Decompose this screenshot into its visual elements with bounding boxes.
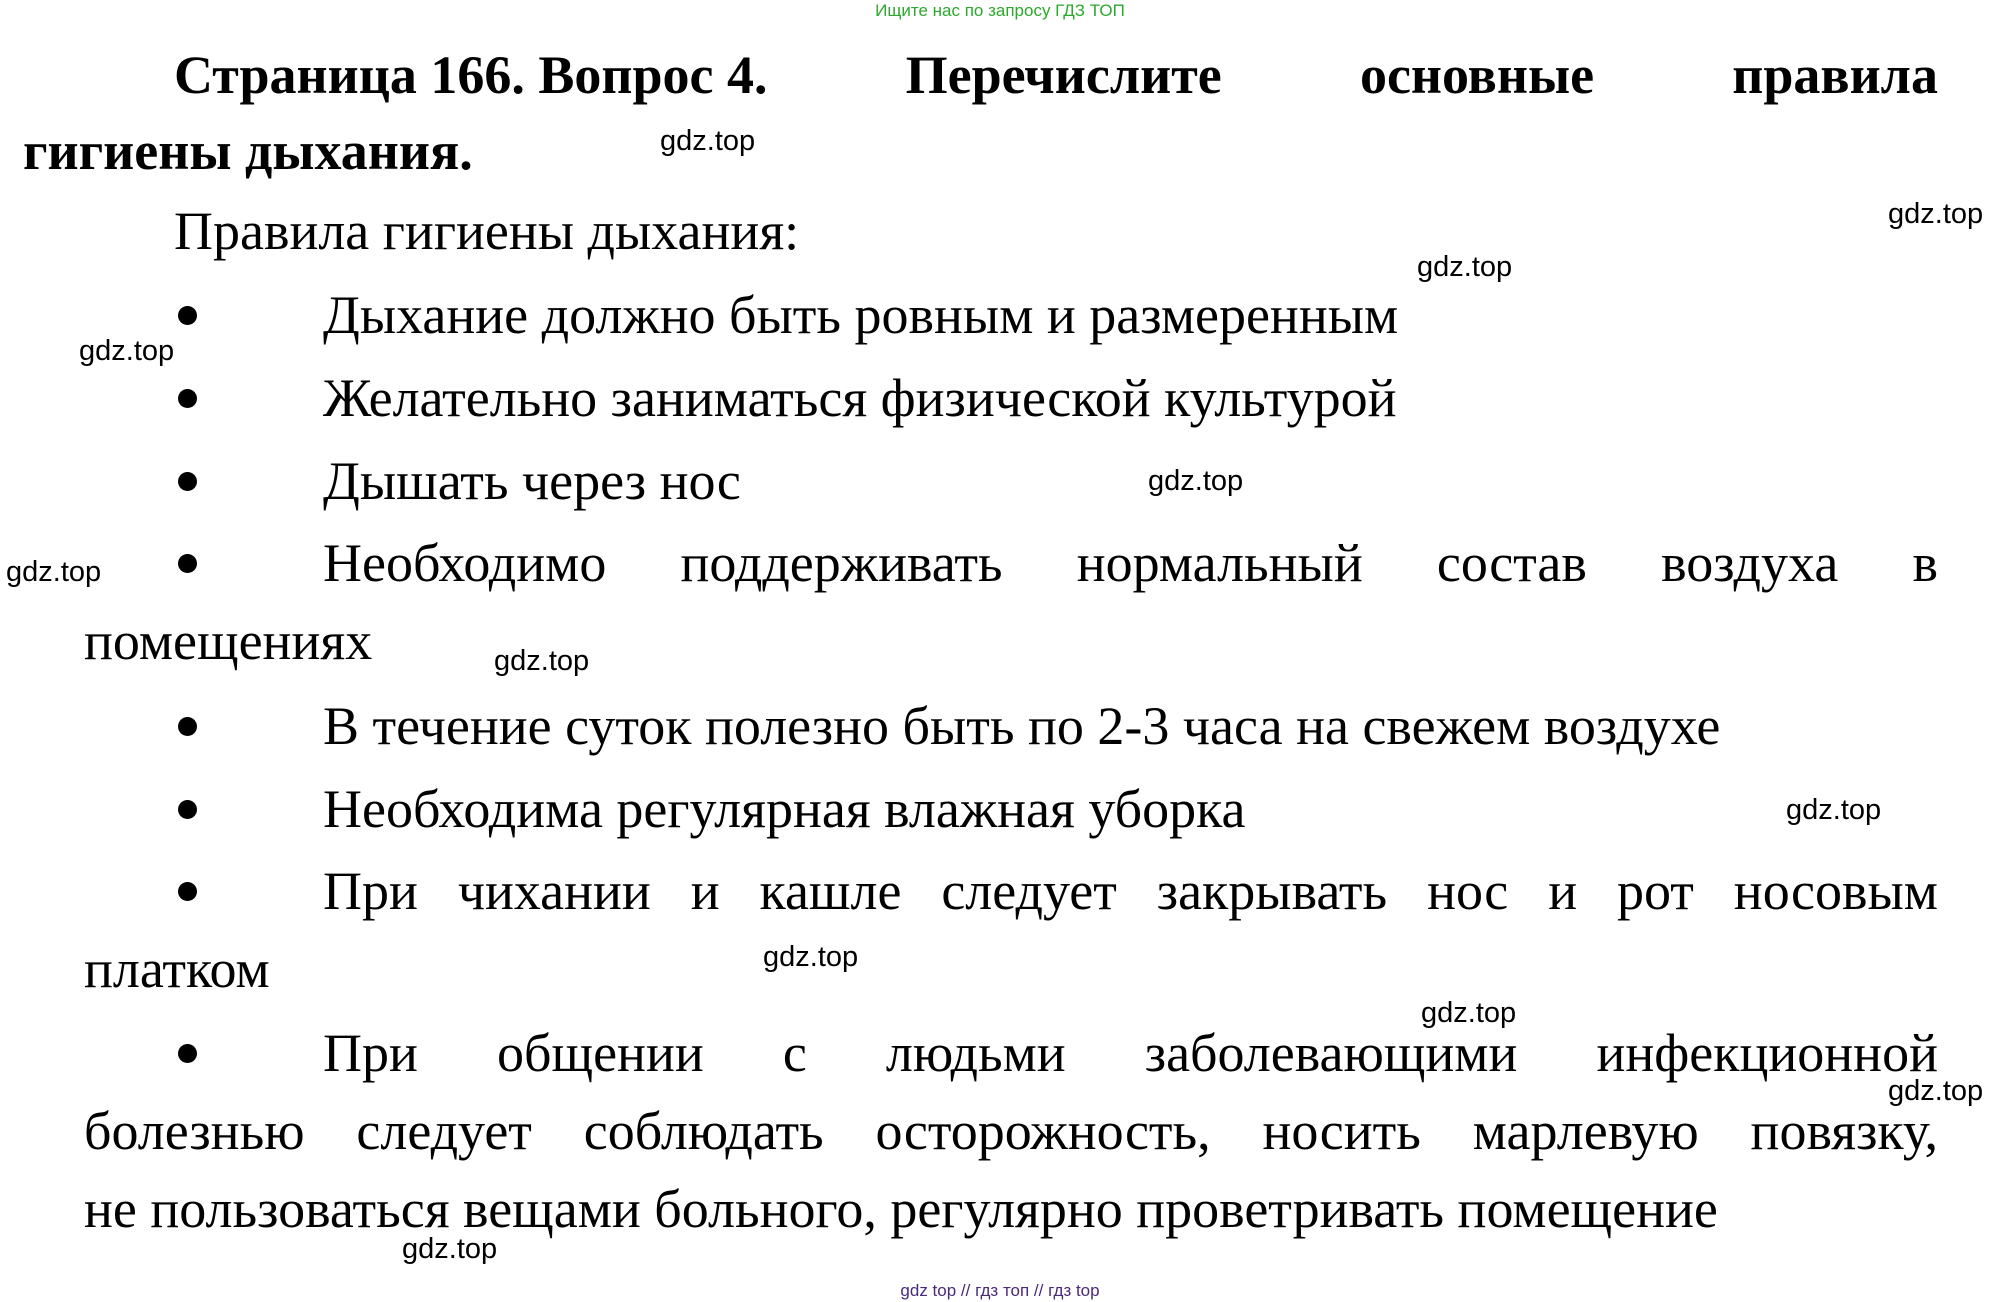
- list-item: Дыхание должно быть ровным и размеренным: [323, 285, 1399, 345]
- word: чихании: [457, 861, 651, 921]
- word: Перечислите: [905, 45, 1222, 105]
- word: носовым: [1733, 861, 1938, 921]
- bullet-marker: [178, 882, 197, 901]
- word: кашле: [759, 861, 902, 921]
- word: основные: [1359, 45, 1595, 105]
- word: состав: [1436, 533, 1587, 593]
- watermark-text: gdz.top: [763, 941, 859, 973]
- watermark-text: gdz.top: [1786, 794, 1882, 826]
- list-item-continuation: [84, 1100, 1938, 1162]
- word: закрывать: [1156, 861, 1388, 921]
- word: Необходимо: [323, 533, 607, 593]
- rules-intro: Правила гигиены дыхания:: [174, 201, 800, 261]
- bullet-marker: [178, 1044, 197, 1063]
- word: заболевающими: [1144, 1023, 1518, 1083]
- watermark-text: gdz.top: [1421, 997, 1517, 1029]
- list-item: [323, 1022, 1938, 1084]
- bullet-marker: [178, 800, 197, 819]
- watermark-text: gdz.top: [494, 645, 590, 677]
- word: и: [690, 861, 720, 921]
- question-heading-line2: гигиены дыхания.: [23, 121, 473, 181]
- word: Страница 166. Вопрос 4.: [174, 45, 768, 105]
- word: с: [782, 1023, 807, 1083]
- word: следует: [356, 1101, 532, 1161]
- word: При: [323, 861, 418, 921]
- bullet-marker: [178, 554, 197, 573]
- list-item-continuation: помещениях: [84, 611, 373, 671]
- watermark-text: gdz.top: [1888, 198, 1984, 230]
- watermark-text: gdz.top: [6, 556, 102, 588]
- word: инфекционной: [1596, 1023, 1938, 1083]
- word: повязку,: [1750, 1101, 1938, 1161]
- word: болезнью: [84, 1101, 305, 1161]
- word: людьми: [885, 1023, 1066, 1083]
- word: в: [1912, 533, 1938, 593]
- list-item-continuation: платком: [84, 939, 270, 999]
- word: нос: [1427, 861, 1509, 921]
- list-item: Дышать через нос: [323, 451, 741, 511]
- bullet-marker: [178, 389, 197, 408]
- watermark-text: gdz.top: [1417, 251, 1513, 283]
- watermark-text: gdz.top: [79, 335, 175, 367]
- word: носить: [1262, 1101, 1421, 1161]
- word: марлевую: [1472, 1101, 1699, 1161]
- list-item: Желательно заниматься физической культурой: [323, 368, 1397, 428]
- list-item-continuation: не пользоваться вещами больного, регулярно проветривать помещение: [84, 1179, 1718, 1239]
- watermark-text: gdz.top: [1148, 465, 1244, 497]
- list-item: Необходима регулярная влажная уборка: [323, 779, 1246, 839]
- bullet-marker: [178, 472, 197, 491]
- word: следует: [941, 861, 1117, 921]
- watermark-text: gdz.top: [660, 125, 756, 157]
- question-heading-line1: [174, 44, 1938, 106]
- list-item: [323, 860, 1938, 922]
- footer-links[interactable]: gdz top // гдз топ // гдз top: [900, 1281, 1100, 1300]
- watermark-text: gdz.top: [402, 1233, 498, 1265]
- word: рот: [1617, 861, 1694, 921]
- bullet-marker: [178, 717, 197, 736]
- word: правила: [1732, 45, 1938, 105]
- search-banner[interactable]: Ищите нас по запросу ГДЗ ТОП: [875, 1, 1125, 20]
- watermark-text: gdz.top: [1888, 1075, 1984, 1107]
- list-item: [323, 532, 1938, 594]
- word: общении: [497, 1023, 704, 1083]
- list-item: В течение суток полезно быть по 2-3 часа на свежем воздухе: [323, 696, 1721, 756]
- word: воздуха: [1661, 533, 1839, 593]
- word: нормальный: [1076, 533, 1363, 593]
- word: поддерживать: [680, 533, 1003, 593]
- word: осторожность,: [875, 1101, 1211, 1161]
- word: При: [323, 1023, 418, 1083]
- bullet-marker: [178, 306, 197, 325]
- word: соблюдать: [583, 1101, 824, 1161]
- word: и: [1548, 861, 1578, 921]
